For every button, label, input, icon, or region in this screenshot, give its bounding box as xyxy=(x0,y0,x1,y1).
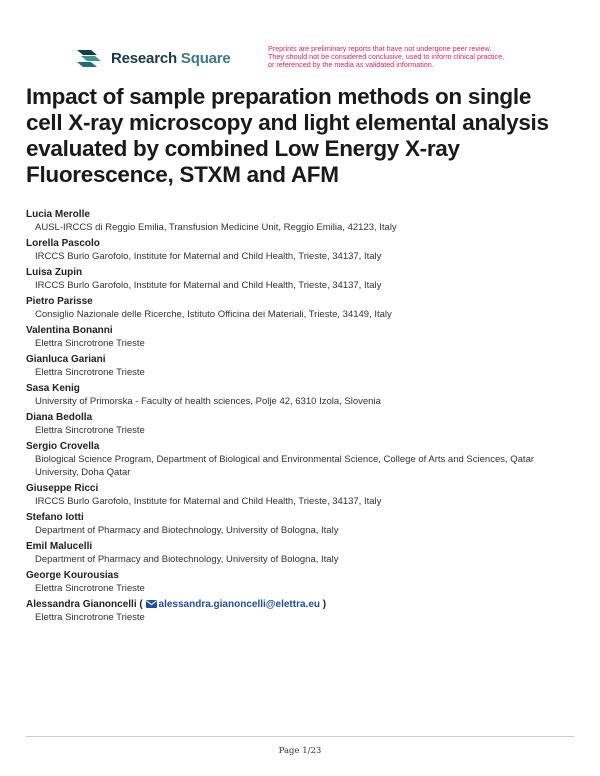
author-entry xyxy=(26,511,576,537)
author-entry xyxy=(26,324,576,350)
email-link[interactable]: alessandra.gianoncelli@elettra.eu xyxy=(158,599,320,610)
author-list xyxy=(26,208,576,627)
author-name: Giuseppe Ricci xyxy=(26,483,99,494)
author-entry xyxy=(26,237,576,263)
author-entry xyxy=(26,411,576,437)
author-entry xyxy=(26,382,576,408)
author-name: Sergio Crovella xyxy=(26,441,100,452)
logo-word-research: Research xyxy=(111,49,177,67)
author-entry xyxy=(26,208,576,234)
page-header xyxy=(0,0,600,80)
author-entry xyxy=(26,440,576,479)
author-name: Luisa Zupin xyxy=(26,267,83,278)
author-affiliation: Department of Pharmacy and Biotechnology, University of Bologna, Italy xyxy=(35,554,339,565)
author-affiliation: AUSL-IRCCS di Reggio Emilia, Transfusion Medicine Unit, Reggio Emilia, 42123, Italy xyxy=(35,222,397,233)
author-entry xyxy=(26,482,576,508)
author-name: George Kourousias xyxy=(26,570,119,581)
author-name: Alessandra Gianoncelli xyxy=(26,599,137,610)
author-affiliation: IRCCS Burlo Garofolo, Institute for Maternal and Child Health, Trieste, 34137, Italy xyxy=(35,496,382,507)
mail-icon xyxy=(146,600,157,608)
author-affiliation: Department of Pharmacy and Biotechnology, University of Bologna, Italy xyxy=(35,525,339,536)
author-affiliation: Elettra Sincrotrone Trieste xyxy=(35,612,145,623)
author-name: Sasa Kenig xyxy=(26,383,80,394)
author-affiliation: Biological Science Program, Department of Biological and Environmental Science, College of Arts and Sciences, Qatar University, Doha Qatar xyxy=(35,454,535,478)
author-name: Stefano Iotti xyxy=(26,512,84,523)
disclaimer-line: They should not be considered conclusive, used to inform clinical practice, xyxy=(268,52,505,61)
footer-divider xyxy=(26,736,574,737)
disclaimer-line: or referenced by the media as validated information. xyxy=(268,60,434,69)
author-name: Lucia Merolle xyxy=(26,209,90,220)
author-entry xyxy=(26,353,576,379)
author-name: Pietro Parisse xyxy=(26,296,93,307)
author-affiliation: Elettra Sincrotrone Trieste xyxy=(35,583,145,594)
research-square-logo[interactable] xyxy=(75,47,231,69)
logo-word-square: Square xyxy=(180,49,231,67)
open-paren: ( xyxy=(139,599,143,610)
author-affiliation: University of Primorska - Faculty of health sciences, Polje 42, 6310 Izola, Slovenia xyxy=(35,396,381,407)
author-name: Emil Malucelli xyxy=(26,541,93,552)
author-entry xyxy=(26,569,576,595)
paper-title: Impact of sample preparation methods on single cell X-ray microscopy and light elemental analysis evaluated by combined Low Energy X-ray Fluorescence, STXM and AFM xyxy=(26,84,549,187)
author-affiliation: IRCCS Burlo Garofolo, Institute for Maternal and Child Health, Trieste, 34137, Italy xyxy=(35,251,382,262)
author-entry xyxy=(26,540,576,566)
author-entry xyxy=(26,266,576,292)
author-affiliation: Elettra Sincrotrone Trieste xyxy=(35,425,145,436)
corresponding-author-entry xyxy=(26,598,576,624)
author-affiliation: IRCCS Burlo Garofolo, Institute for Maternal and Child Health, Trieste, 34137, Italy xyxy=(35,280,382,291)
page-number: Page 1/23 xyxy=(278,746,322,756)
author-name: Lorella Pascolo xyxy=(26,238,100,249)
research-square-logo-icon xyxy=(75,47,103,69)
author-name: Valentina Bonanni xyxy=(26,325,113,336)
corresponding-author-line xyxy=(26,598,576,611)
author-affiliation: Elettra Sincrotrone Trieste xyxy=(35,367,145,378)
preprint-disclaimer xyxy=(268,45,568,69)
author-name: Diana Bedolla xyxy=(26,412,93,423)
logo-wordmark xyxy=(111,50,231,67)
author-affiliation: Elettra Sincrotrone Trieste xyxy=(35,338,145,349)
close-paren: ) xyxy=(322,599,327,610)
author-name: Gianluca Gariani xyxy=(26,354,106,365)
author-affiliation: Consiglio Nazionale delle Ricerche, Istituto Officina dei Materiali, Trieste, 34149, Italy xyxy=(35,309,392,320)
author-entry xyxy=(26,295,576,321)
disclaimer-line: Preprints are preliminary reports that have not undergone peer review. xyxy=(268,44,492,53)
